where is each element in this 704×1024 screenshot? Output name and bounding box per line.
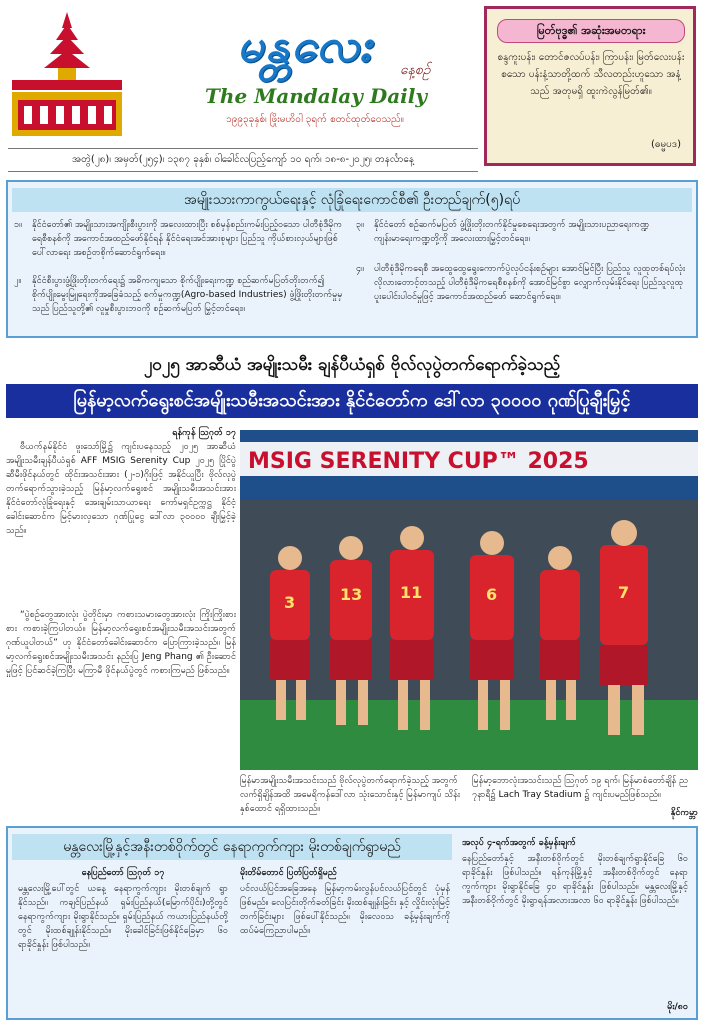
masthead-english-title: The Mandalay Daily xyxy=(205,84,427,108)
caption-right: မြန်မာ့ဘောလုံးအသင်းသည် ဩဂုတ် ၁၉ ရက်၊ မြန်မာစံတော်ချိန် ည ၇နာရီ၌ Lach Tray Stadium ၌ ကျင်းပမည်ဖြစ်သည်။ xyxy=(472,776,688,800)
masthead xyxy=(0,0,704,178)
caption-left: မြန်မာအမျိုးသမီးအသင်းသည် ဗိုလ်လုပွဲတက်ရောက်ခဲ့သည့် အတွက် လက်ရှိချိန်အထိ အမေရိကန်ဒေါ်လာ သုံးသောင်းနှင့် မြန်မာကျပ် သိန်းနှစ်ထောင် ရရှိထားသည်။ xyxy=(240,776,461,814)
story-dateline: ရန်ကုန် ဩဂုတ် ၁၇ xyxy=(172,428,236,438)
weather-column-3-heading: အလုပ် ၄-ရက်အတွက် ခန့်မှန်းချက် xyxy=(462,838,576,848)
buddha-quote-box xyxy=(484,6,696,166)
jersey-number: 7 xyxy=(618,583,630,602)
weather-page-ref: မိုး/၈၀ xyxy=(667,1002,688,1012)
team-photo-illustration xyxy=(240,430,698,770)
objectives-box xyxy=(6,180,698,338)
objective-text: ပါတီစုံဒီမိုကရေစီ အထွေထွေရွေးကောက်ပွဲလုပ်ငန်းစဉ်များ အောင်မြင်ပြီး ပြည်သူ လူထုတစ်ရပ်လုံး လိုလားတောင့်တသည့် ပါတီစုံဒီမိုကရေစီစနစ်ကို အောင်မြင်စွာ လျှောက်လှမ်းနိုင်ရေး ပြည်သူလူထု ပူးပေါင်းပါဝင်မှုဖြင့် အကောင်အထည်ဖော် ဆောင်ရွက်ရေး။ xyxy=(374,264,686,302)
weather-column-3: နေပြည်တော်နှင့် အနီးတစ်ဝိုက်တွင် မိုးတစ်ချက်ရွာနိုင်ခြေ ၆၀ ရာခိုင်နှုန်း ဖြစ်ပါသည်။ ရန်ကုန်မြို့နှင့် အနီးတစ်ဝိုက်တွင် နေရာကွက်ကျား မိုးရွာနိုင်ခြေ ၄၀ ရာခိုင်နှုန်း ဖြစ်ပါသည်။ မန္တလေးမြို့နှင့် အနီးတစ်ဝိုက်တွင် မိုးရွာရန်အလားအလာ ၆၀ ရာခိုင်နှုန်း ဖြစ်ပါသည်။ xyxy=(462,854,688,906)
team-photo xyxy=(240,430,698,770)
established-line: ၁၉၉၃ခုနှစ်၊ ဖြိုးမဟိဝါ ၃ရက် စတင်ထုတ်ဝေသည်။ xyxy=(226,114,404,125)
objective-number: ၄။ xyxy=(356,264,364,274)
jersey-number: 6 xyxy=(486,585,498,604)
weather-dateline: နေပြည်တော် ဩဂုတ် ၁၇ xyxy=(81,868,165,878)
quote-reference: (ဓမ္မပဒ) xyxy=(650,139,681,150)
masthead-subtitle: နေ့စဉ် xyxy=(400,62,431,78)
quote-title: မြတ်ဗုဒ္ဓ၏ အဆုံးအမတရား xyxy=(497,19,685,43)
masthead-title: မန္တလေး xyxy=(237,18,373,72)
palace-logo-icon xyxy=(8,10,126,138)
story-paragraph: “ပွဲစဉ်တွေအားလုံး ပွဲတိုင်းမှာ ကစားသမားတွေအားလုံး ကြိုးကြိုးစားစား ကစားခဲ့ကြပါတယ်။ မြန်မာ့လက်ရွေးစင်အမျိုးသမီးအသင်းအတွက် ဂုဏ်ယူပါတယ်” ဟု နိုင်ငံတော်ခေါင်းဆောင်က ပြောကြားခဲ့သည်။ မြန်မာ့လက်ရွေးစင်အမျိုးသမီးအသင်း နည်းပြ Jeng Phang ၏ ဦးဆောင်မှုဖြင့် ပြင်ဆင်ခဲ့ကြပြီး မကြာမီ ဖိုင်နယ်ပွဲတွင် ကစားကြမည် ဖြစ်သည်။ xyxy=(6,610,236,676)
lead-story xyxy=(6,426,236,818)
objective-text: နိုင်ငံစီးပွားဖွံ့ဖြိုးတိုးတက်ရေး၌ အဓိကကျသော စိုက်ပျိုးရေးကဏ္ဍ စည်ဆက်မပြတ်တိုးတက်၍ စိုက်ပျိုးမွေးမြူရေးကိုအခြေခံသည့် စက်မှုကဏ္ဍ(Agro-based Industries) ဖွံ့ဖြိုးတိုးတက်မှုမှသည် ပြည်သူတို့၏ လူမှုစီးပွားဘဝကို စဉ်ဆက်မပြတ် မြှင့်တင်ရေး။ xyxy=(32,276,343,314)
photo-caption xyxy=(240,774,698,820)
weather-title: မန္တလေးမြို့နှင့်အနီးတစ်ဝိုက်တွင် နေရာကွက်ကျား မိုးတစ်ချက်ရွာမည် xyxy=(12,834,452,860)
weather-column-2-heading: မိုးတိမ်တောင် ပြတ်ပြတ်ရှိမည် xyxy=(240,868,337,878)
weather-column-2: ပင်လယ်ပြင်အခြေအနေ မြန်မာ့ကမ်းလွန်ပင်လယ်ပြင်တွင် ပုံမှန်ဖြစ်မည်။ လေပြင်းတိုက်ခတ်ခြင်း မိုးထစ်ချုန်းခြင်း နှင့် လှိုင်းလုံးမြင့်တက်ခြင်းများ ဖြစ်ပေါ်နိုင်သည်။ မိုးလေဝသ ခန့်မှန်းချက်ကို ထပ်မံကြေညာပါမည်။ xyxy=(240,884,450,936)
objective-number: ၁။ xyxy=(14,220,22,230)
jersey-number: 3 xyxy=(284,593,296,612)
objective-text: နိုင်ငံတော်၏ အမျိုးသားအကျိုးစီးပွားကို အလေးထားပြီး စစ်မှန်စည်းကမ်းပြည့်ဝသော ပါတီစုံဒီမိုကရေစီစနစ်ကို အကောင်အထည်ဖော်နိုင်ရန် နိုင်ငံရေးအင်အားစုများ ပြည်သူ ကိုယ်စားလှယ်များဖြစ်ပေါ်လာရေး အစဉ်တစိုက်ဆောင်ရွက်ရေး။ xyxy=(32,220,343,258)
weather-column-1: မန္တလေးမြို့ပေါ်တွင် ယနေ့ နေရာကွက်ကျား မိုးတစ်ချက် ရွာနိုင်သည်။ ကချင်ပြည်နယ် ရှမ်းပြည်နယ်(မြောက်ပိုင်း)တို့တွင် နေရာကွက်ကျား မိုးရွာနိုင်သည်။ ရှမ်းပြည်နယ် ကယားပြည်နယ်တို့တွင် မိုးထစ်ချုန်းနိုင်သည်။ မိုးခေါင်ခြင်းဖြစ်နိုင်ခြေမှာ ၆၀ ရာခိုင်နှုန်း ဖြစ်ပါသည်။ xyxy=(18,884,228,950)
story-paragraph: ဗီယက်နမ်နိုင်ငံ ဖူးသော်မြို့၌ ကျင်းပနေသည့် ၂၀၂၅ အာဆီယံအမျိုးသမီးချန်ပီယံရှစ် AFF MSIG Serenity Cup ၂၀၂၅ ပြိုင်ပွဲ ဆီမီးဖိုင်နယ်တွင် ထိုင်းအသင်းအား (၂-၁)ဂိုးဖြင့် အနိုင်ယူပြီး ဗိုလ်လုပွဲတက်ရောက်သွားခဲ့သည့် မြန်မာ့လက်ရွေးစင် အမျိုးသမီးအသင်းအား နိုင်ငံတော်လုံခြုံရေးနှင့် အေးချမ်းသာယာရေး ကော်မရှင်ဥက္ကဋ္ဌ နိုင်ငံ့ခေါင်းဆောင်က မြင့်မားလှသော ဂုဏ်ပြုငွေ ဒေါ်လာ ၃၀၀၀၀ ချီးမြှင့်ခဲ့သည်။ xyxy=(6,442,236,536)
objective-number: ၃။ xyxy=(356,220,364,230)
quote-text: စန္ဒကူးပန်း၊ တောင်ဇလပ်ပန်း၊ ကြာပန်း၊ မြတ်လေးပန်း စသော ပန်းနံ့သာတို့ထက် သီလတည်းဟူသော အနံ့သည် အတုမရှိ ထူးကဲလွန်မြတ်၏။ xyxy=(497,52,685,97)
headline-main: မြန်မာ့လက်ရွေးစင်အမျိုးသမီးအသင်းအား နိုင်ငံတော်က ဒေါ်လာ ၃၀၀၀၀ ဂုဏ်ပြုချီးမြှင့် xyxy=(6,384,698,418)
objectives-title: အမျိုးသားကာကွယ်ရေးနှင့် လုံခြုံရေးကောင်စီ၏ ဦးတည်ချက်(၅)ရပ် xyxy=(12,188,692,212)
jersey-number: 13 xyxy=(340,585,363,604)
weather-box xyxy=(6,826,698,1020)
issue-dateline: အတွဲ(၂၈)၊ အမှတ်(၂၅၄)၊ ၁၃၈၇ ခုနှစ်၊ ဝါခေါင်လပြည့်ကျော် ၁၀ ရက်၊ ၁၈-၈-၂၀၂၅၊ တနင်္လာနေ့ xyxy=(8,148,478,172)
story-byline: နိုင်ကမ္ဘာ xyxy=(670,808,698,818)
jersey-number: 11 xyxy=(400,583,423,602)
objective-number: ၂။ xyxy=(14,276,22,286)
headline-kicker: ၂၀၂၅ အာဆီယံ အမျိုးသမီး ချန်ပီယံရှစ် ဗိုလ်လုပွဲတက်ရောက်ခဲ့သည့် xyxy=(143,355,561,375)
objective-text: နိုင်ငံတော် စဉ်ဆက်မပြတ် ဖွံ့ဖြိုးတိုးတက်နိုင်မှုစေရေးအတွက် အမျိုးသားပညာရေးကဏ္ဍ ကျန်းမာရေးကဏ္ဍတို့ကို အလေးထားမြှင့်တင်ရေး။ xyxy=(374,220,650,244)
photo-banner-text: MSIG SERENITY CUP™ 2025 xyxy=(248,449,589,474)
